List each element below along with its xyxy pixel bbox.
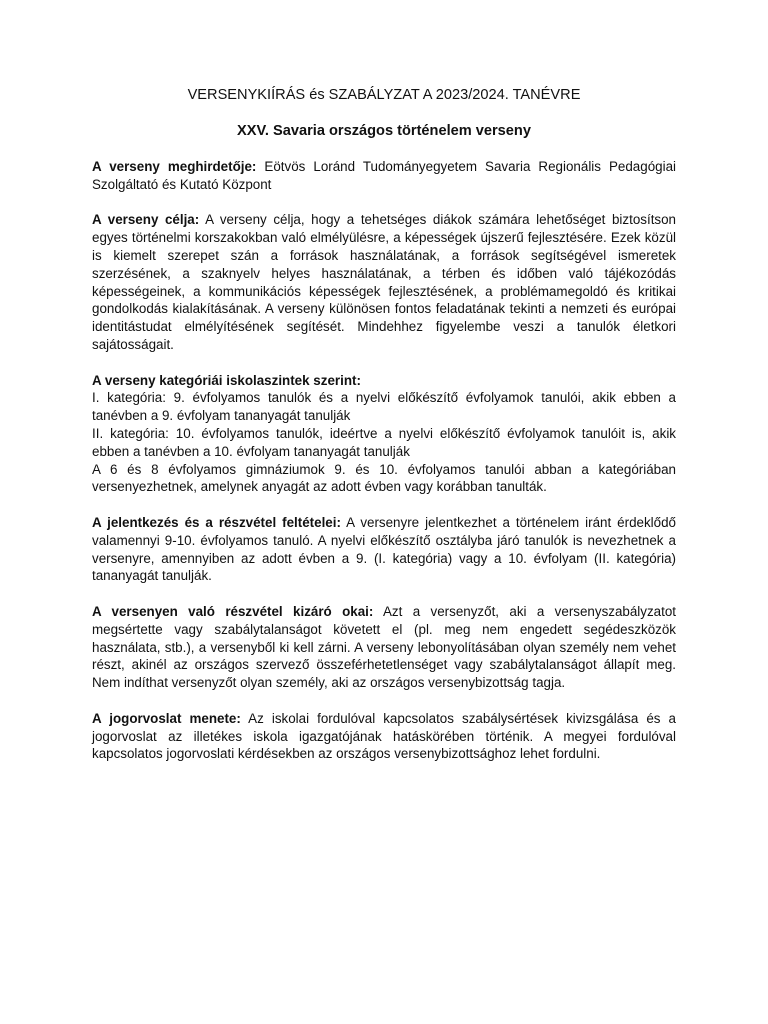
category-item: A 6 és 8 évfolyamos gimnáziumok 9. és 10. évfolyamos tanulói abban a kategóriában versenyezhetnek, amelynek anyagát az adott évben vagy korábban tanulták. — [92, 461, 676, 495]
exclusion-label: A versenyen való részvétel kizáró okai: — [92, 603, 374, 619]
goal-paragraph — [92, 211, 676, 353]
remedy-label: A jogorvoslat menete: — [92, 710, 241, 726]
application-text: A versenyre jelentkezhet a történelem iránt érdeklődő valamennyi 9-10. évfolyamos tanuló. A nyelvi előkészítő osztályba járó tanulók is nevezhetnek a versenyre, amennyiben az adott évben a 9. (I. kategória) vagy a 10. évfolyam (II. kategória) tananyagát tanulják. — [92, 514, 676, 584]
category-item: I. kategória: 9. évfolyamos tanulók és a nyelvi előkészítő évfolyamok tanulói, akik ebben a tanévben a 9. évfolyam tananyagát tanulják — [92, 390, 676, 424]
categories-section — [92, 372, 676, 497]
category-item: II. kategória: 10. évfolyamos tanulók, ideértve a nyelvi előkészítő évfolyamok tanulóit is, akik ebben a tanévben a 10. évfolyam tananyagát tanulják — [92, 425, 676, 459]
document-subtitle: XXV. Savaria országos történelem verseny — [237, 123, 531, 139]
document-title: VERSENYKIÍRÁS és SZABÁLYZAT A 2023/2024. TANÉVRE — [187, 87, 581, 103]
organizer-paragraph — [92, 158, 676, 194]
organizer-label: A verseny meghirdetője: — [92, 159, 257, 174]
application-paragraph — [92, 514, 676, 585]
organizer-text: Eötvös Loránd Tudományegyetem Savaria Regionális Pedagógiai Szolgáltató és Kutató Központ — [92, 159, 676, 192]
categories-heading: A verseny kategóriái iskolaszintek szerint: — [92, 372, 361, 388]
application-label: A jelentkezés és a részvétel feltételei: — [92, 514, 341, 530]
goal-label: A verseny célja: — [92, 212, 200, 228]
remedy-text: Az iskolai fordulóval kapcsolatos szabálysértések kivizsgálása és a jogorvoslat az illetékes iskola igazgatójának hatáskörében történik. A megyei fordulóval kapcsolatos jogorvoslati kérdésekben az országos versenybizottsághoz lehet fordulni. — [92, 710, 676, 762]
exclusion-text: Azt a versenyzőt, aki a versenyszabályzatot megsértette vagy szabálytalanságot követett el (pl. meg nem engedett segédeszközök használata, stb.), a versenyből ki kell zárni. A verseny lebonyolításában olyan személy nem vehet részt, akinél az országos szervező összeférhetetlenséget vagy szabálytalanságot állapít meg. Nem indíthat versenyzőt olyan személy, aki az országos versenybizottság tagja. — [92, 603, 676, 691]
remedy-paragraph — [92, 710, 676, 763]
goal-text: A verseny célja, hogy a tehetséges diákok számára lehetőséget biztosítson egyes történelmi korszakokban való elmélyülésre, a képességek újszerű fejlesztésére. Ezek közül is kiemelt szerepet szán a források használatának, a források segítségével ismeretek szerzésének, a szaknyelv helyes használatának, a térben és időben való tájékozódás képességeinek, a kommunikációs képességek fejlesztésének, a problémamegoldó és kritikai gondolkodás kialakításának. A verseny különösen fontos feladatának tekinti a nemzeti és európai identitástudat elmélyítésének segítését. Mindehhez figyelembe veszi a tanulók életkori sajátosságait. — [92, 212, 676, 352]
document-page — [92, 84, 676, 781]
exclusion-paragraph — [92, 603, 676, 692]
